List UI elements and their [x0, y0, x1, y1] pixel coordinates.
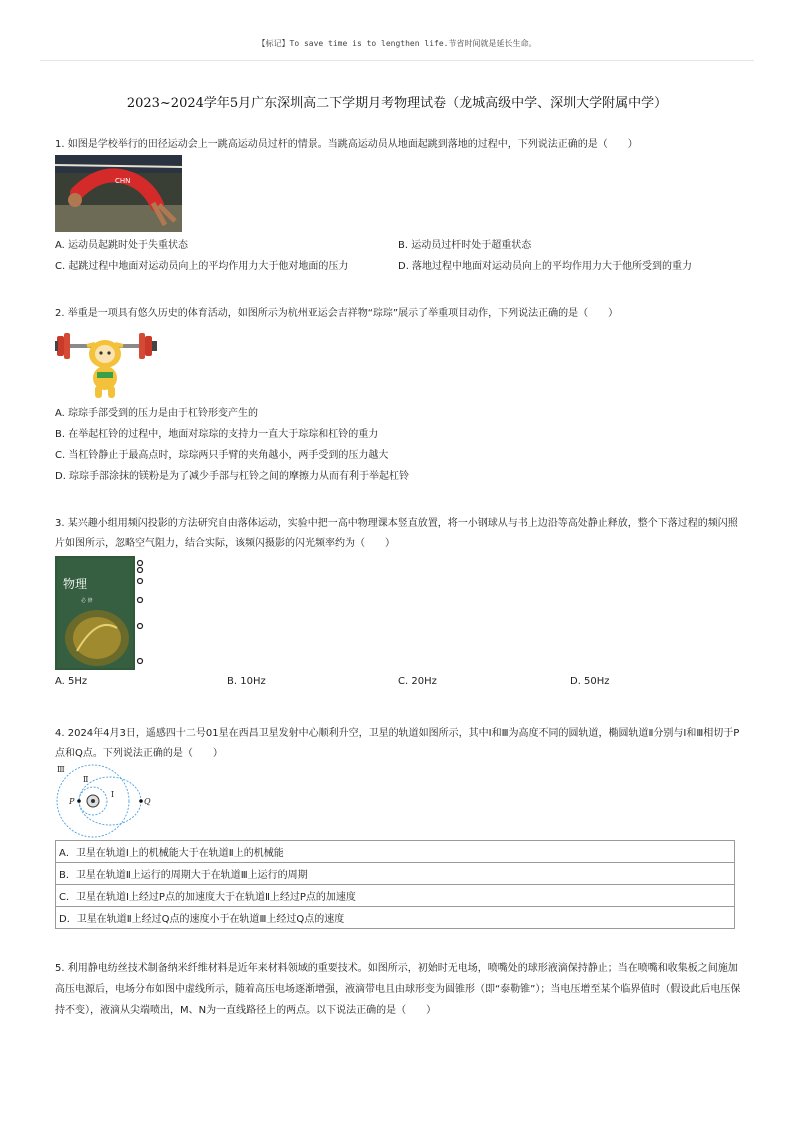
question-4-option-b[interactable]: B．卫星在轨道Ⅱ上运行的周期大于在轨道Ⅲ上运行的周期 [56, 863, 735, 885]
question-3-option-d[interactable]: D. 50Hz [570, 676, 610, 687]
question-2-option-d[interactable]: D. 琮琮手部涂抹的镁粉是为了减少手部与杠铃之间的摩擦力从而有利于举起杠铃 [55, 471, 410, 482]
question-1-option-d[interactable]: D. 落地过程中地面对运动员向上的平均作用力大于他所受到的重力 [398, 261, 693, 272]
svg-text:Ⅱ: Ⅱ [83, 775, 89, 784]
question-4-options-table [55, 840, 735, 929]
svg-text:Q: Q [144, 797, 151, 806]
page-header: 【标记】To save time is to lengthen life.节省时间就是延长生命。 [257, 39, 537, 48]
question-3-option-b[interactable]: B. 10Hz [227, 676, 266, 687]
page-title: 2023~2024学年5月广东深圳高二下学期月考物理试卷（龙城高级中学、深圳大学附属中学） [126, 96, 668, 111]
question-4-option-d[interactable]: D．卫星在轨道Ⅱ上经过Q点的速度小于在轨道Ⅲ上经过Q点的速度 [56, 907, 735, 929]
question-3-option-a[interactable]: A. 5Hz [55, 676, 88, 687]
question-1-photo [55, 155, 182, 232]
question-2-stem: 2. 举重是一项具有悠久历史的体育活动，如图所示为杭州亚运会吉祥物“琮琮”展示了举重项目动作，下列说法正确的是（ ） [55, 308, 619, 319]
svg-text:CHN: CHN [115, 177, 131, 185]
question-3-book-photo [55, 556, 145, 670]
question-2-option-a[interactable]: A. 琮琮手部受到的压力是由于杠铃形变产生的 [55, 408, 259, 419]
question-1-stem: 1. 如图是学校举行的田径运动会上一跳高运动员过杆的情景。当跳高运动员从地面起跳到落地的过程中，下列说法正确的是（ ） [55, 139, 638, 150]
question-4-stem: 4. 2024年4月3日，遥感四十二号01星在西昌卫星发射中心顺利升空，卫星的轨道如图所示，其中Ⅰ和Ⅲ为高度不同的圆轨道，椭圆轨道Ⅱ分别与Ⅰ和Ⅲ相切于P点和Q点。下列说法正确的是（ ） [55, 728, 740, 759]
question-3-stem: 3. 某兴趣小组用频闪投影的方法研究自由落体运动，实验中把一高中物理课本竖直放置，将一小钢球从与书上边沿等高处静止释放，整个下落过程的频闪照片如图所示，忽略空气阻力，结合实际，该频闪摄影的闪光频率约为（ ） [55, 518, 738, 549]
question-2-option-c[interactable]: C. 当杠铃静止于最高点时，琮琮两只手臂的夹角越小，两手受到的压力越大 [55, 450, 389, 461]
question-2-option-b[interactable]: B. 在举起杠铃的过程中，地面对琮琮的支持力一直大于琮琮和杠铃的重力 [55, 429, 379, 440]
svg-text:P: P [69, 797, 75, 806]
question-4-option-c[interactable]: C．卫星在轨道Ⅰ上经过P点的加速度大于在轨道Ⅱ上经过P点的加速度 [56, 885, 735, 907]
question-4-option-a[interactable]: A．卫星在轨道Ⅰ上的机械能大于在轨道Ⅱ上的机械能 [56, 841, 735, 863]
question-4-orbit-diagram [55, 763, 155, 839]
svg-text:物理: 物理 [63, 577, 88, 591]
svg-text:Ⅰ: Ⅰ [111, 790, 115, 799]
question-1-option-c[interactable]: C. 起跳过程中地面对运动员向上的平均作用力大于他对地面的压力 [55, 261, 349, 272]
header-divider [40, 60, 754, 61]
svg-text:Ⅲ: Ⅲ [57, 765, 65, 774]
question-5-stem: 5. 利用静电纺丝技术制备纳米纤维材料是近年来材料领域的重要技术。如图所示，初始时无电场，喷嘴处的球形液滴保持静止；当在喷嘴和收集板之间施加高压电源后，电场分布如图中虚线所示，随着高压电场逐渐增强，液滴带电且由球形变为圆锥形（即“泰勒锥”）；当电压增至某个临界值时（假设此后电压保持不变），液滴从尖端喷出，M、N为一直线路径上的两点。以下说法正确的是（ ） [55, 963, 741, 1016]
question-1-option-b[interactable]: B. 运动员过杆时处于超重状态 [398, 240, 532, 251]
question-3-option-c[interactable]: C. 20Hz [398, 676, 437, 687]
question-2-mascot-image [55, 324, 160, 400]
svg-text:必 修: 必 修 [81, 598, 93, 604]
question-1-option-a[interactable]: A. 运动员起跳时处于失重状态 [55, 240, 189, 251]
